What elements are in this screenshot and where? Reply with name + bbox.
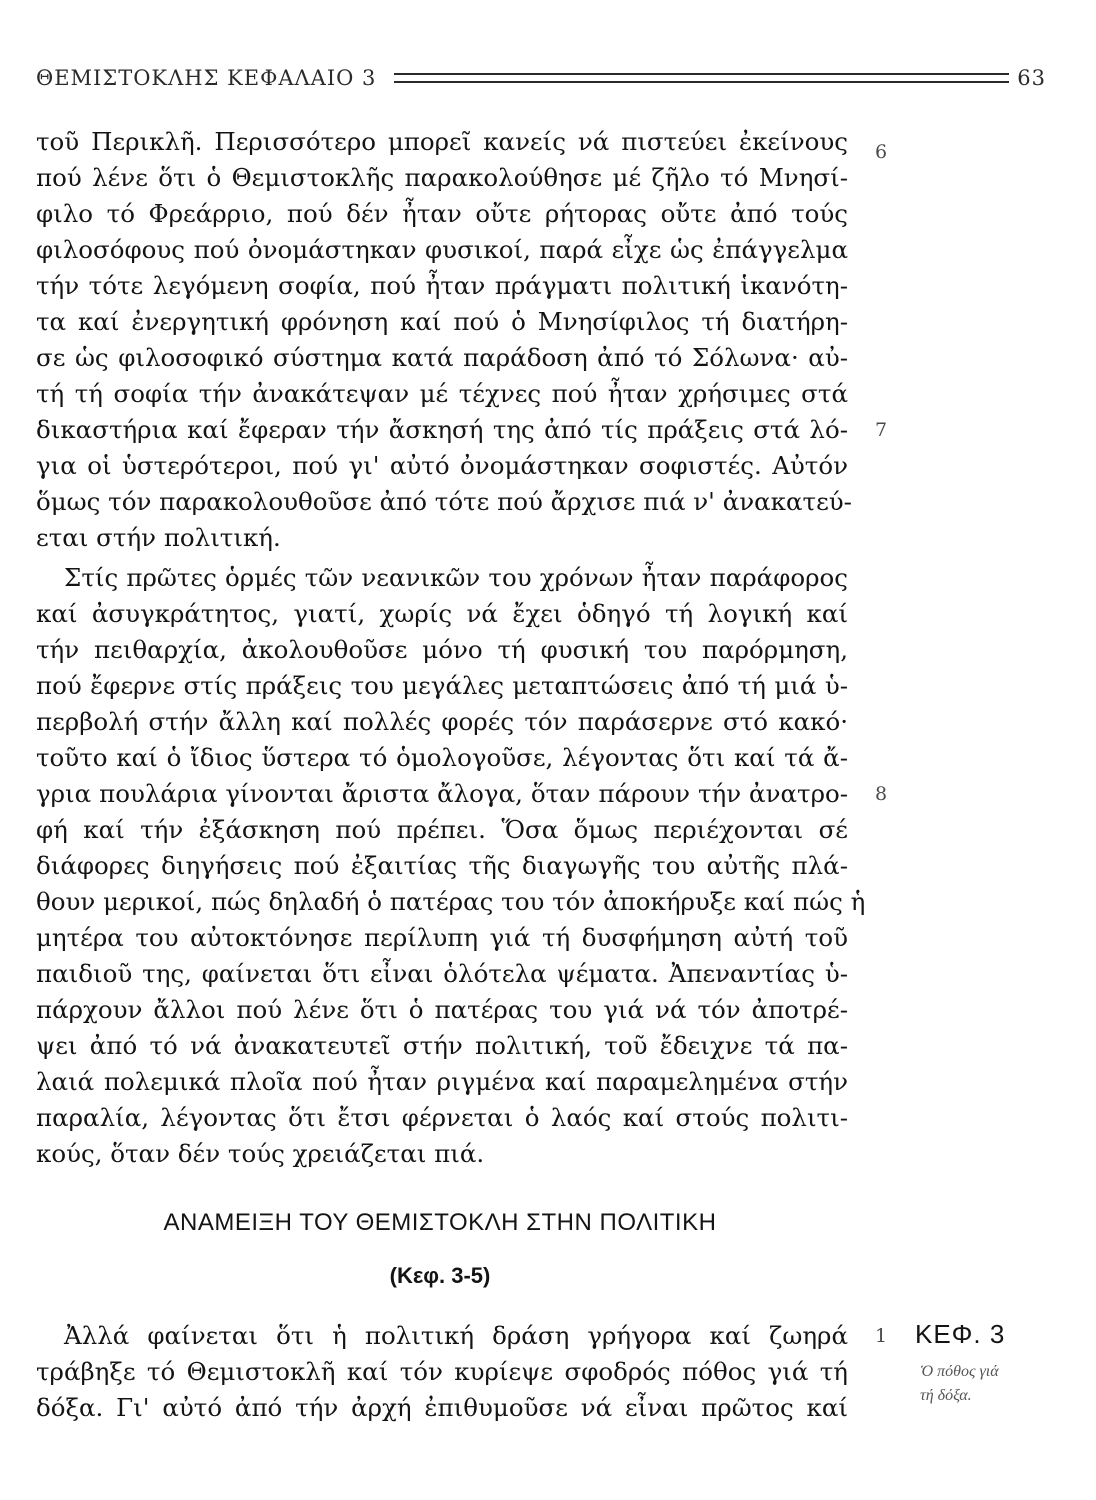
- running-title: ΘΕΜΙΣΤΟΚΛΗΣ ΚΕΦΑΛΑΙΟ 3: [36, 66, 377, 90]
- paragraph-3-line-2: τράβηξε τό Θεμιστοκλῆ καί τόν κυρίεψε σφοδρός πόθος γιά τή: [36, 1357, 848, 1386]
- margin-number-6: 6: [874, 141, 888, 163]
- paragraph-2-line-6: τοῦτο καί ὁ ἴδιος ὕστερα τό ὁμολογοῦσε, λέγοντας ὅτι καί τά ἄ-: [36, 743, 848, 772]
- page-number: 63: [1017, 66, 1046, 90]
- paragraph-3-line-3: δόξα. Γι' αὐτό ἀπό τήν ἀρχή ἐπιθυμοῦσε νά εἶναι πρῶτος καί: [36, 1393, 848, 1422]
- paragraph-2-line-16: παραλία, λέγοντας ὅτι ἔτσι φέρνεται ὁ λαός καί στούς πολιτι-: [36, 1103, 848, 1132]
- paragraph-3-line-1: Ἀλλά φαίνεται ὅτι ἡ πολιτική δράση γρήγορα καί ζωηρά: [64, 1321, 848, 1350]
- paragraph-1-line-1: τοῦ Περικλῆ. Περισσότερο μπορεῖ κανείς νά πιστεύει ἐκείνους: [36, 127, 848, 156]
- paragraph-1-line-2: πού λένε ὅτι ὁ Θεμιστοκλῆς παρακολούθησε μέ ζῆλο τό Μνησί-: [36, 163, 848, 192]
- paragraph-1-line-8: τή τή σοφία τήν ἀνακάτεψαν μέ τέχνες πού ἦταν χρήσιμες στά: [36, 379, 848, 408]
- sidebar-chapter-label: ΚΕΦ. 3: [915, 1319, 1006, 1349]
- margin-number-1: 1: [874, 1325, 888, 1347]
- paragraph-1-line-10: για οἱ ὑστερότεροι, πού γι' αὐτό ὀνομάστηκαν σοφιστές. Αὐτόν: [36, 451, 848, 480]
- paragraph-1-line-9: δικαστήρια καί ἔφεραν τήν ἄσκησή της ἀπό τίς πράξεις στά λό-: [36, 415, 848, 444]
- paragraph-2-line-7: γρια πουλάρια γίνονται ἄριστα ἄλογα, ὅταν πάρουν τήν ἀνατρο-: [36, 779, 848, 808]
- paragraph-2-line-9: διάφορες διηγήσεις πού ἐξαιτίας τῆς διαγωγῆς του αὐτῆς πλά-: [36, 851, 848, 880]
- header-double-rule: [394, 73, 1009, 83]
- margin-number-8: 8: [874, 783, 888, 805]
- paragraph-2-line-5: περβολή στήν ἄλλη καί πολλές φορές τόν παράσερνε στό κακό·: [36, 707, 848, 736]
- paragraph-2-line-1: Στίς πρῶτες ὁρμές τῶν νεανικῶν του χρόνων ἦταν παράφορος: [64, 563, 848, 592]
- paragraph-1-line-3: φιλο τό Φρεάρριο, πού δέν ἦταν οὔτε ρήτορας οὔτε ἀπό τούς: [36, 199, 848, 228]
- paragraph-2-line-2: καί ἀσυγκράτητος, γιατί, χωρίς νά ἔχει ὁδηγό τή λογική καί: [36, 599, 848, 628]
- sidebar-note-line-2: τή δόξα.: [920, 1387, 972, 1404]
- paragraph-2-line-4: πού ἔφερνε στίς πράξεις του μεγάλες μεταπτώσεις ἀπό τή μιά ὑ-: [36, 671, 848, 700]
- paragraph-2-line-14: ψει ἀπό τό νά ἀνακατευτεῖ στήν πολιτική, τοῦ ἔδειχνε τά πα-: [36, 1031, 848, 1060]
- paragraph-2-line-15: λαιά πολεμικά πλοῖα πού ἦταν ριγμένα καί παραμελημένα στήν: [36, 1067, 848, 1096]
- paragraph-1-line-5: τήν τότε λεγόμενη σοφία, πού ἦταν πράγματι πολιτική ἱκανότη-: [36, 271, 848, 300]
- margin-number-7: 7: [874, 419, 888, 441]
- running-header: [36, 60, 1046, 96]
- paragraph-2-line-11: μητέρα του αὐτοκτόνησε περίλυπη γιά τή δυσφήμηση αὐτή τοῦ: [36, 923, 848, 952]
- paragraph-1-line-7: σε ὡς φιλοσοφικό σύστημα κατά παράδοση ἀπό τό Σόλωνα· αὐ-: [36, 343, 848, 372]
- paragraph-1-line-4: φιλοσόφους πού ὀνομάστηκαν φυσικοί, παρά εἶχε ὡς ἐπάγγελμα: [36, 235, 848, 264]
- paragraph-1-line-12: εται στήν πολιτική.: [36, 523, 281, 552]
- section-heading: ΑΝΑΜΕΙΞΗ ΤΟΥ ΘΕΜΙΣΤΟΚΛΗ ΣΤΗΝ ΠΟΛΙΤΙΚΗ: [163, 1209, 717, 1236]
- paragraph-2-line-10: θουν μερικοί, πώς δηλαδή ὁ πατέρας του τόν ἀποκήρυξε καί πώς ἡ: [36, 887, 866, 916]
- paragraph-2-line-17: κούς, ὅταν δέν τούς χρειάζεται πιά.: [36, 1139, 485, 1168]
- paragraph-1-line-11: ὅμως τόν παρακολουθοῦσε ἀπό τότε πού ἄρχισε πιά ν' ἀνακατεύ-: [36, 487, 852, 516]
- paragraph-2-line-8: φή καί τήν ἐξάσκηση πού πρέπει. Ὅσα ὅμως περιέχονται σέ: [36, 815, 848, 844]
- section-subheading: (Κεφ. 3-5): [389, 1263, 491, 1288]
- sidebar-note-line-1: Ὁ πόθος γιά: [920, 1363, 999, 1380]
- paragraph-2-line-3: τήν πειθαρχία, ἀκολουθοῦσε μόνο τή φυσική του παρόρμηση,: [36, 635, 848, 664]
- paragraph-2-line-12: παιδιοῦ της, φαίνεται ὅτι εἶναι ὁλότελα ψέματα. Ἀπεναντίας ὑ-: [36, 959, 848, 988]
- paragraph-2-line-13: πάρχουν ἄλλοι πού λένε ὅτι ὁ πατέρας του γιά νά τόν ἀποτρέ-: [36, 995, 848, 1024]
- paragraph-1-line-6: τα καί ἐνεργητική φρόνηση καί πού ὁ Μνησίφιλος τή διατήρη-: [36, 307, 848, 336]
